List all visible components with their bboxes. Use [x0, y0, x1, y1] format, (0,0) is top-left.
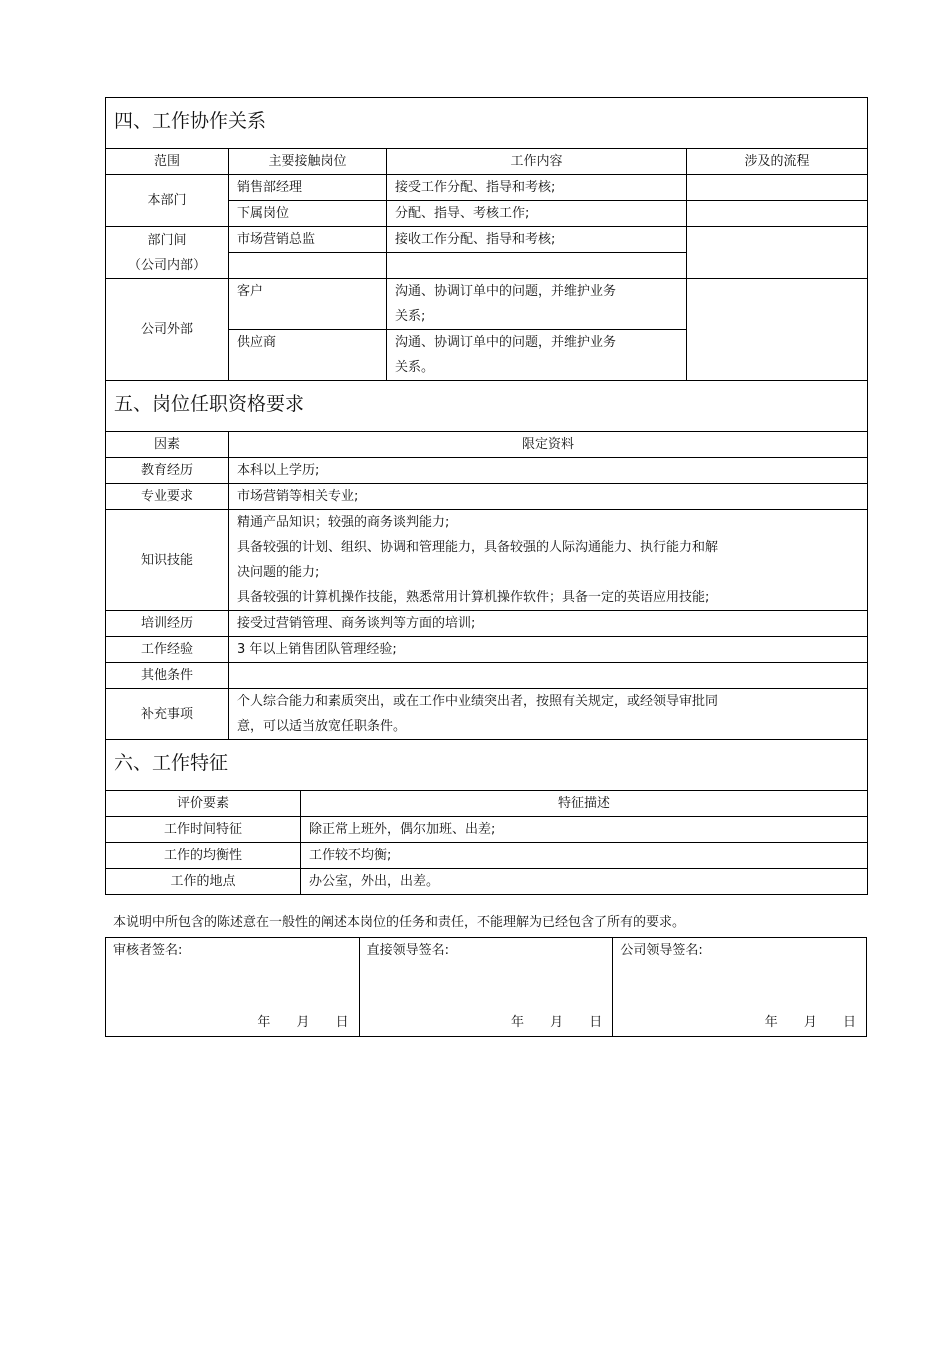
contact-post: 供应商	[229, 330, 387, 381]
requirement-line: 意，可以适当放宽任职条件。	[237, 719, 407, 734]
section-5-title: 五、岗位任职资格要求	[106, 381, 868, 432]
section-6-title: 六、工作特征	[106, 740, 868, 791]
process-cell	[687, 227, 868, 279]
contact-post: 市场营销总监	[229, 227, 387, 253]
work-content-line: 沟通、协调订单中的问题，并维护业务	[395, 335, 617, 350]
contact-post: 客户	[229, 279, 387, 330]
requirement-education: 本科以上学历;	[229, 458, 868, 484]
contact-post: 销售部经理	[229, 175, 387, 201]
process-cell	[687, 279, 868, 381]
factor-skills: 知识技能	[106, 510, 229, 611]
header-work-content: 工作内容	[387, 149, 687, 175]
requirement-other	[229, 663, 868, 689]
factor-major: 专业要求	[106, 484, 229, 510]
signature-reviewer[interactable]	[106, 938, 360, 1037]
requirement-line: 精通产品知识；较强的商务谈判能力;	[237, 515, 450, 530]
signature-block	[105, 937, 867, 1037]
process-cell	[687, 175, 868, 201]
signature-label: 公司领导签名:	[620, 943, 703, 958]
work-content	[387, 330, 687, 381]
requirement-line: 具备较强的计算机操作技能，熟悉常用计算机操作软件；具备一定的英语应用技能;	[237, 590, 710, 605]
factor-experience: 工作经验	[106, 637, 229, 663]
signature-date: 年 月 日	[257, 1015, 349, 1030]
signature-date: 年 月 日	[764, 1015, 856, 1030]
signature-date: 年 月 日	[511, 1015, 603, 1030]
header-requirement: 限定资料	[229, 432, 868, 458]
feature-desc: 工作较不均衡;	[301, 843, 868, 869]
factor-education: 教育经历	[106, 458, 229, 484]
factor-other: 其他条件	[106, 663, 229, 689]
contact-post-empty	[229, 253, 387, 279]
work-content-line: 关系;	[395, 309, 426, 324]
disclaimer-note: 本说明中所包含的陈述意在一般性的阐述本岗位的任务和责任，不能理解为已经包含了所有的要求。	[113, 915, 686, 930]
work-content: 分配、指导、考核工作;	[387, 201, 687, 227]
header-scope: 范围	[106, 149, 229, 175]
feature-desc: 办公室，外出，出差。	[301, 869, 868, 895]
signature-company-leader[interactable]	[613, 938, 867, 1037]
signature-label: 审核者签名:	[113, 943, 183, 958]
scope-inter-dept	[106, 227, 229, 279]
requirement-line: 具备较强的计划、组织、协调和管理能力，具备较强的人际沟通能力、执行能力和解	[237, 540, 719, 555]
factor-supplement: 补充事项	[106, 689, 229, 740]
work-content: 接收工作分配、指导和考核;	[387, 227, 687, 253]
requirement-line: 决问题的能力;	[237, 565, 320, 580]
feature-factor: 工作的均衡性	[106, 843, 301, 869]
header-process: 涉及的流程	[687, 149, 868, 175]
work-content-line: 沟通、协调订单中的问题，并维护业务	[395, 284, 617, 299]
scope-own-dept: 本部门	[106, 175, 229, 227]
signature-direct-leader[interactable]	[359, 938, 613, 1037]
work-content-empty	[387, 253, 687, 279]
work-content	[387, 279, 687, 330]
contact-post: 下属岗位	[229, 201, 387, 227]
scope-external: 公司外部	[106, 279, 229, 381]
feature-factor: 工作时间特征	[106, 817, 301, 843]
requirement-skills	[229, 510, 868, 611]
signature-table	[105, 937, 867, 1037]
job-description-sheet	[105, 97, 867, 895]
header-factor: 因素	[106, 432, 229, 458]
header-feature-desc: 特征描述	[301, 791, 868, 817]
requirement-training: 接受过营销管理、商务谈判等方面的培训;	[229, 611, 868, 637]
scope-inter-dept-line2: （公司内部）	[127, 257, 206, 273]
signature-label: 直接领导签名:	[366, 943, 450, 958]
header-eval-factor: 评价要素	[106, 791, 301, 817]
scope-inter-dept-line1: 部门间	[147, 232, 187, 248]
work-content: 接受工作分配、指导和考核;	[387, 175, 687, 201]
requirement-major: 市场营销等相关专业;	[229, 484, 868, 510]
factor-training: 培训经历	[106, 611, 229, 637]
process-cell	[687, 201, 868, 227]
section-4-title: 四、工作协作关系	[106, 98, 868, 149]
header-contact-post: 主要接触岗位	[229, 149, 387, 175]
feature-factor: 工作的地点	[106, 869, 301, 895]
work-content-line: 关系。	[395, 360, 435, 375]
requirement-supplement	[229, 689, 868, 740]
requirement-line: 个人综合能力和素质突出，或在工作中业绩突出者，按照有关规定，或经领导审批同	[237, 694, 719, 709]
work-feature-table	[105, 791, 868, 895]
requirement-experience: 3 年以上销售团队管理经验;	[229, 637, 868, 663]
main-table	[105, 97, 868, 791]
feature-desc: 除正常上班外，偶尔加班、出差;	[301, 817, 868, 843]
